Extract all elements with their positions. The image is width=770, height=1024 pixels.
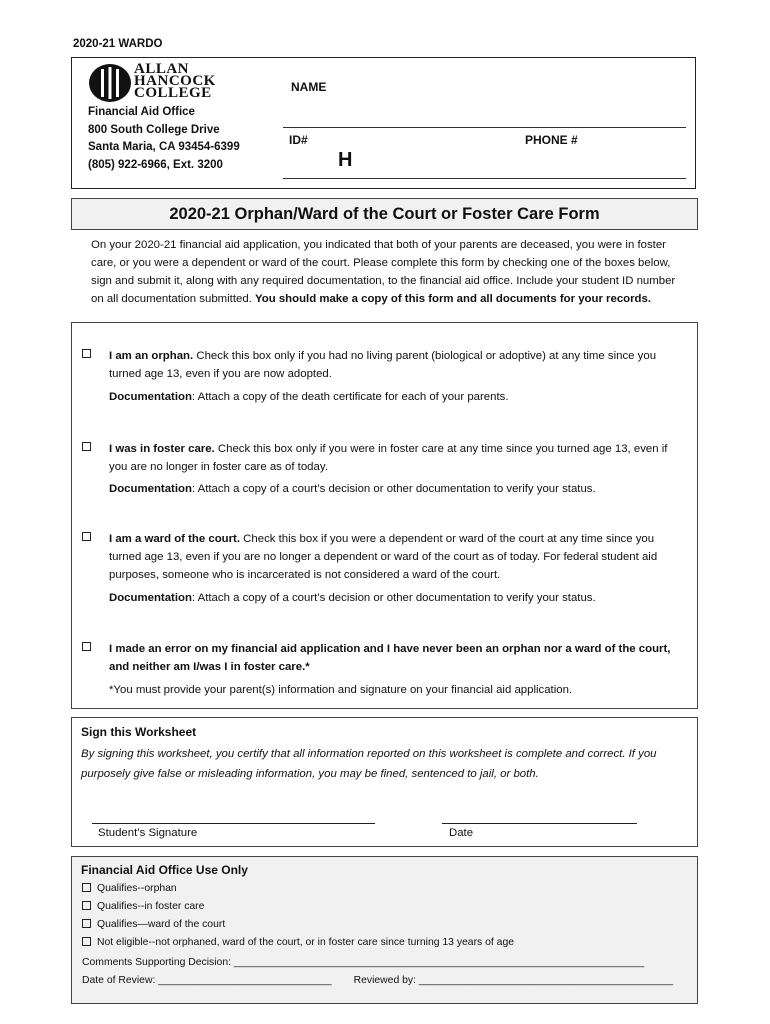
option-foster-lead: I was in foster care. <box>109 443 215 455</box>
option-error <box>109 640 684 676</box>
office-name: Financial Aid Office <box>88 106 195 118</box>
date-of-review-label: Date of Review: <box>82 975 159 986</box>
not-eligible-checkbox[interactable] <box>82 937 91 946</box>
student-signature-label: Student’s Signature <box>98 827 198 839</box>
student-signature-line[interactable] <box>92 823 375 824</box>
qualifies-orphan-checkbox[interactable] <box>82 883 91 892</box>
doc-ward <box>109 592 684 604</box>
phone-label: PHONE # <box>525 133 578 147</box>
sign-title: Sign this Worksheet <box>81 725 197 739</box>
doc-label: Documentation <box>109 391 192 403</box>
ward-checkbox[interactable] <box>82 532 91 541</box>
error-checkbox[interactable] <box>82 642 91 651</box>
office-address <box>88 104 240 174</box>
comments-field[interactable]: _______________________________________________________________________ <box>233 957 645 968</box>
qualifies-foster-checkbox[interactable] <box>82 901 91 910</box>
id-phone-field[interactable] <box>283 178 686 179</box>
office-use-title: Financial Aid Office Use Only <box>81 863 248 877</box>
college-logo <box>88 63 248 105</box>
reviewed-by-field[interactable]: ____________________________________________ <box>418 975 674 986</box>
logo-text: ALLAN HANCOCK COLLEGE <box>134 61 216 101</box>
handwritten-id: H <box>338 149 353 171</box>
doc-orphan <box>109 391 684 403</box>
office-item-label: Not eligible--not orphaned, ward of the court, or in foster care since turning 13 years of age <box>97 937 515 948</box>
office-item-label: Qualifies--in foster care <box>97 901 205 912</box>
option-error-lead: I made an error on my financial aid application and I have never been an orphan nor a ward of the court, and neither am I/was I in foster care.* <box>109 643 671 673</box>
office-phone: (805) 922-6966, Ext. 3200 <box>88 158 223 171</box>
address-line-2: Santa Maria, CA 93454-6399 <box>88 141 240 153</box>
form-code: 2020-21 WARDO <box>73 38 163 50</box>
option-orphan-text: Check this box only if you had no living parent (biological or adoptive) at any time since you turned age 13, even if you are now adopted. <box>109 350 657 380</box>
name-label: NAME <box>291 80 327 94</box>
review-row <box>82 975 673 986</box>
option-ward-text: Check this box if you were a dependent or ward of the court at any time since you turned age 13, even if you are no longer a dependent or ward of the court as of today. For federal student aid purposes, someone who is incarcerated is not considered a ward of the court. <box>109 533 658 581</box>
doc-label: Documentation <box>109 592 192 604</box>
reviewed-by-label: Reviewed by: <box>353 975 419 986</box>
comments-label: Comments Supporting Decision: <box>82 957 234 968</box>
doc-text: : Attach a copy of a court’s decision or other documentation to verify your status. <box>191 592 596 604</box>
foster-care-checkbox[interactable] <box>82 442 91 451</box>
address-line-1: 800 South College Drive <box>88 123 220 136</box>
office-item-ward <box>82 919 225 930</box>
doc-label: Documentation <box>109 483 192 495</box>
doc-foster-care <box>109 483 684 495</box>
intro-paragraph <box>91 236 691 308</box>
id-label: ID# <box>289 133 308 147</box>
intro-text: On your 2020-21 financial aid application, you indicated that both of your parents are deceased, you were in foster care, or you were a dependent or ward of the court. Please complete this form by checking one of the boxes below, sign and submit it, along with any required documentation, to the financial aid office. Include your student ID number on all documentation submitted. <box>91 239 676 305</box>
date-of-review-field[interactable]: ______________________________ <box>158 975 332 986</box>
office-item-label: Qualifies--orphan <box>97 883 177 894</box>
option-foster-care <box>109 440 684 476</box>
form-title: 2020-21 Orphan/Ward of the Court or Foster Care Form <box>169 205 600 223</box>
qualifies-ward-checkbox[interactable] <box>82 919 91 928</box>
doc-text: : Attach a copy of the death certificate for each of your parents. <box>191 391 509 403</box>
office-item-label: Qualifies—ward of the court <box>97 919 226 930</box>
date-label: Date <box>449 827 474 839</box>
name-field[interactable] <box>283 127 686 128</box>
parent-info-note: *You must provide your parent(s) information and signature on your financial aid application. <box>109 684 573 696</box>
office-item-not-eligible <box>82 937 514 948</box>
option-ward <box>109 530 684 584</box>
orphan-checkbox[interactable] <box>82 349 91 358</box>
comments-row <box>82 957 644 968</box>
option-orphan <box>109 347 684 383</box>
college-seal-icon <box>88 63 132 103</box>
sign-certification: By signing this worksheet, you certify that all information reported on this worksheet is complete and correct. If you purposely give false or misleading information, you may be fined, sentenced to jail, or both. <box>81 748 657 780</box>
option-orphan-lead: I am an orphan. <box>109 350 194 362</box>
title-box <box>71 198 698 230</box>
option-foster-text: Check this box only if you were in foster care at any time since you turned age 13, even if you are no longer in foster care as of today. <box>109 443 668 473</box>
intro-bold-text: You should make a copy of this form and all documents for your records. <box>255 293 651 305</box>
office-item-orphan <box>82 883 177 894</box>
option-ward-lead: I am a ward of the court. <box>109 533 241 545</box>
date-line[interactable] <box>442 823 637 824</box>
office-item-foster <box>82 901 204 912</box>
doc-text: : Attach a copy of a court’s decision or other documentation to verify your status. <box>191 483 596 495</box>
